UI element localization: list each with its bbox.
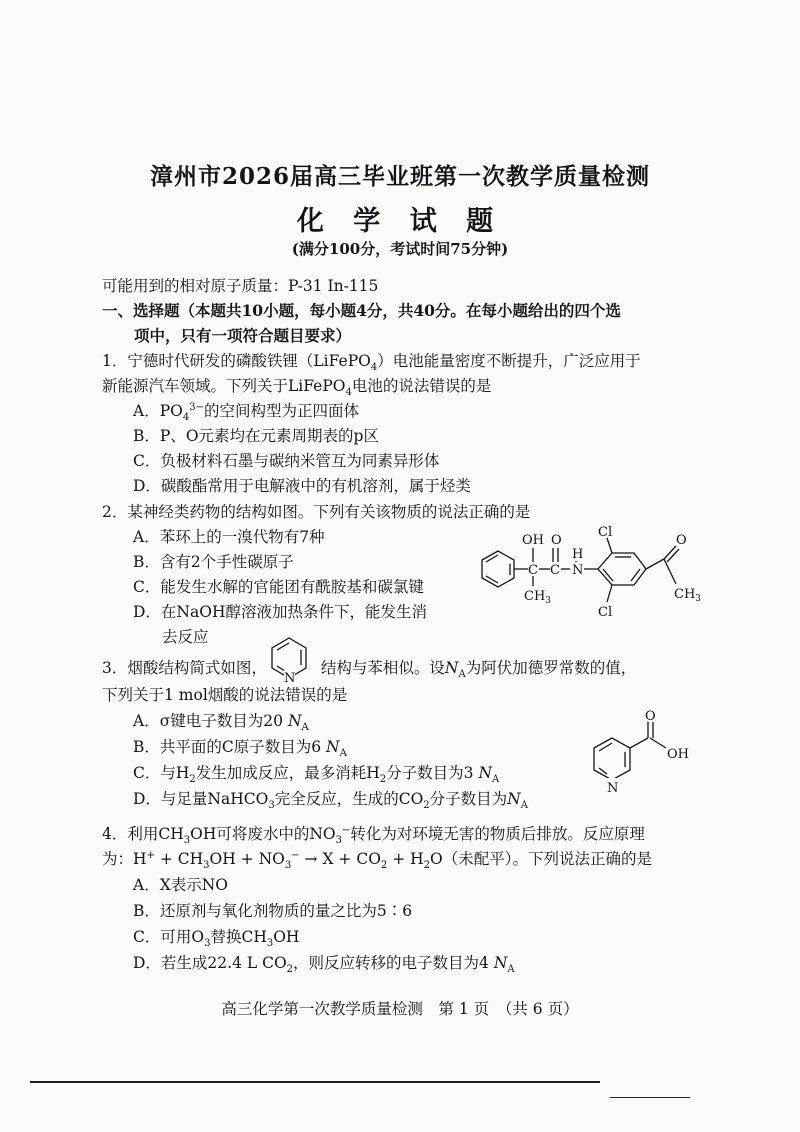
q4-option-d: D．若生成22.4 L $CO_2$，则反应转移的电子数目为4 $N_A$ [133, 954, 515, 976]
mol-c2: C [550, 563, 560, 578]
pyridine-n: N [284, 671, 296, 686]
mol-c1: C [528, 563, 538, 578]
q1-option-c: C．负极材料石墨与碳纳米管互为同素异形体 [133, 452, 440, 470]
q3-option-b: B．共平面的C原子数目为6 $N_A$ [133, 738, 347, 760]
q3-nicotinic-acid-diagram [574, 708, 704, 804]
mol-ch3-a: $CH_3$ [524, 589, 552, 606]
q3-option-c: C．与$H_2$发生加成反应，最多消耗$H_2$分子数目为3 $N_A$ [133, 764, 500, 786]
q3-stem-line2: 下列关于1 mol烟酸的说法错误的是 [102, 686, 348, 704]
bottom-rule [30, 1081, 600, 1083]
dichlorophenyl-ring [598, 553, 646, 585]
q1-stem-line2: 新能源汽车领域。下列关于LiFePO$_4$电池的说法错误的是 [102, 377, 492, 399]
q3-mol-o: O [645, 709, 656, 724]
q2-option-d-line1: D．在NaOH醇溶液加热条件下，能发生消 [133, 603, 427, 621]
q4-stem-line2: 为：$H^+ + CH_3OH + NO_3^- \to X + CO_2 + H_2O$（未配平）。下列说法正确的是 [102, 849, 652, 872]
mol-oh: OH [522, 533, 544, 548]
mol-h: H [572, 547, 584, 562]
section1-heading-line1: 一、选择题（本题共10小题，每小题4分，共40分。在每小题给出的四个选 [102, 301, 621, 320]
q3-option-a: A．σ键电子数目为20 $N_A$ [133, 712, 309, 734]
atomic-masses: 可能用到的相对原子质量：P-31 In-115 [102, 277, 379, 295]
q4-option-a: A．X表示NO [133, 876, 228, 894]
q2-structure-diagram [462, 522, 712, 626]
mol-cl-bottom: Cl [598, 605, 613, 620]
q3-option-d: D．与足量NaHCO$_3$完全反应，生成的$CO_2$分子数目为$N_A$ [133, 790, 528, 812]
q2-option-b: B．含有2个手性碳原子 [133, 553, 294, 571]
section1-heading-line2: 项中，只有一项符合题目要求） [134, 326, 352, 345]
q3-mol-oh: OH [667, 747, 689, 762]
exam-info: (满分100分，考试时间75分钟) [291, 240, 509, 258]
q2-option-d-line2: 去反应 [162, 628, 209, 646]
phenyl-ring [482, 551, 514, 587]
q3-mol-n: N [607, 781, 619, 796]
exam-title: 漳州市2026届高三毕业班第一次教学质量检测 [149, 163, 650, 190]
mol-o-ketone: O [676, 533, 687, 548]
q2-option-a: A．苯环上的一溴代物有7种 [133, 528, 325, 546]
mol-ch3-b: $CH_3$ [674, 587, 702, 604]
q2-stem: 2．某神经类药物的结构如图。下列有关该物质的说法正确的是 [102, 503, 531, 521]
page-footer: 高三化学第一次教学质量检测 第 1 页 （共 6 页） [221, 1000, 579, 1018]
q3-stem-line1: 3．烟酸结构简式如图， 结构与苯相似。设$N_A$为阿伏加德罗常数的值， [102, 659, 637, 681]
q2-option-c: C．能发生水解的官能团有酰胺基和碳氯键 [133, 578, 424, 596]
subject-title: 化 学 试 题 [296, 206, 504, 237]
q4-option-b: B．还原剂与氧化剂物质的量之比为5∶6 [133, 902, 413, 920]
mol-o: O [551, 533, 562, 548]
q1-stem-line1: 1．宁德时代研发的磷酸铁锂（LiFePO$_4$）电池能量密度不断提升，广泛应用于 [102, 352, 641, 374]
mol-n: N [572, 563, 584, 578]
mol-cl-top: Cl [598, 525, 613, 540]
pyridine-inline-diagram [266, 634, 312, 686]
q1-option-a: A．$PO_4^{3-}$的空间构型为正四面体 [133, 401, 359, 424]
q4-option-c: C．可用$O_3$替换$CH_3OH$ [133, 928, 300, 950]
q4-stem-line1: 4．利用$CH_3OH$可将废水中的$NO_3^-$转化为对环境无害的物质后排放。反应原理 [102, 824, 645, 847]
bottom-rule-right [610, 1097, 690, 1098]
q1-option-b: B．P、O元素均在元素周期表的p区 [133, 427, 379, 445]
q1-option-d: D．碳酸酯常用于电解液中的有机溶剂，属于烃类 [133, 477, 471, 495]
